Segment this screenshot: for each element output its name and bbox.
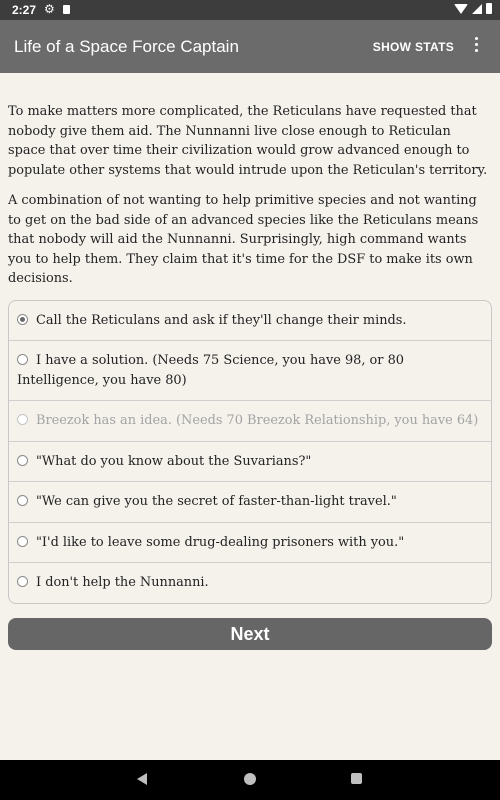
sd-card-icon xyxy=(63,5,70,14)
cell-signal-icon xyxy=(472,4,482,14)
choice-option[interactable] xyxy=(9,301,491,342)
choice-option[interactable] xyxy=(9,482,491,523)
choice-option[interactable] xyxy=(9,563,491,603)
choice-label: "We can give you the secret of faster-than-light travel." xyxy=(36,494,397,509)
choice-label: "What do you know about the Suvarians?" xyxy=(36,453,312,469)
story-content xyxy=(8,102,492,650)
home-icon[interactable] xyxy=(244,773,256,785)
radio-button-icon[interactable] xyxy=(17,354,28,365)
radio-button-icon[interactable] xyxy=(17,455,28,466)
choice-label: Call the Reticulans and ask if they'll change their minds. xyxy=(36,312,407,328)
radio-button-icon[interactable] xyxy=(17,495,28,506)
radio-button-icon[interactable] xyxy=(17,536,28,547)
radio-button-icon xyxy=(17,414,28,425)
back-icon[interactable] xyxy=(137,773,147,785)
choice-label: I have a solution. (Needs 75 Science, you have 98, or 80 Intelligence, you have 80) xyxy=(17,353,404,388)
app-title: Life of a Space Force Captain xyxy=(14,37,239,56)
story-paragraph: To make matters more complicated, the Reticulans have requested that nobody give them aid. The Nunnanni live close enough to Reticulan space that over time their civilization would grow advanced enough to populate other systems that would intrude upon the Reticulan's territory. xyxy=(8,104,488,178)
choice-option[interactable] xyxy=(9,442,491,483)
radio-button-icon[interactable] xyxy=(17,576,28,587)
wifi-icon xyxy=(454,4,468,14)
next-button[interactable]: Next xyxy=(8,618,492,650)
system-nav-bar xyxy=(0,760,500,800)
choice-label: "I'd like to leave some drug-dealing prisoners with you." xyxy=(36,534,405,550)
radio-button-icon[interactable] xyxy=(17,314,28,325)
story-paragraph: A combination of not wanting to help primitive species and not wanting to get on the bad side of an advanced species like the Reticulans means that nobody will aid the Nunnanni. Surprisingly, high command wants you to help them. They claim that it's time for the DSF to make its own decisions. xyxy=(8,193,479,286)
choice-label: I don't help the Nunnanni. xyxy=(36,575,209,590)
battery-icon xyxy=(486,3,492,14)
overflow-menu-icon[interactable] xyxy=(475,37,479,52)
app-bar xyxy=(0,20,500,73)
choice-list xyxy=(8,300,492,604)
choice-label: Breezok has an idea. (Needs 70 Breezok Relationship, you have 64) xyxy=(36,413,479,428)
status-bar xyxy=(0,0,500,20)
choice-option[interactable] xyxy=(9,523,491,564)
status-time: 2:27 xyxy=(12,3,37,17)
recent-apps-icon[interactable] xyxy=(351,773,362,784)
settings-gear-icon: ⚙ xyxy=(44,2,55,16)
show-stats-button[interactable]: SHOW STATS xyxy=(372,40,454,54)
choice-option xyxy=(9,401,491,442)
choice-option[interactable] xyxy=(9,341,491,401)
status-icons xyxy=(454,3,492,14)
